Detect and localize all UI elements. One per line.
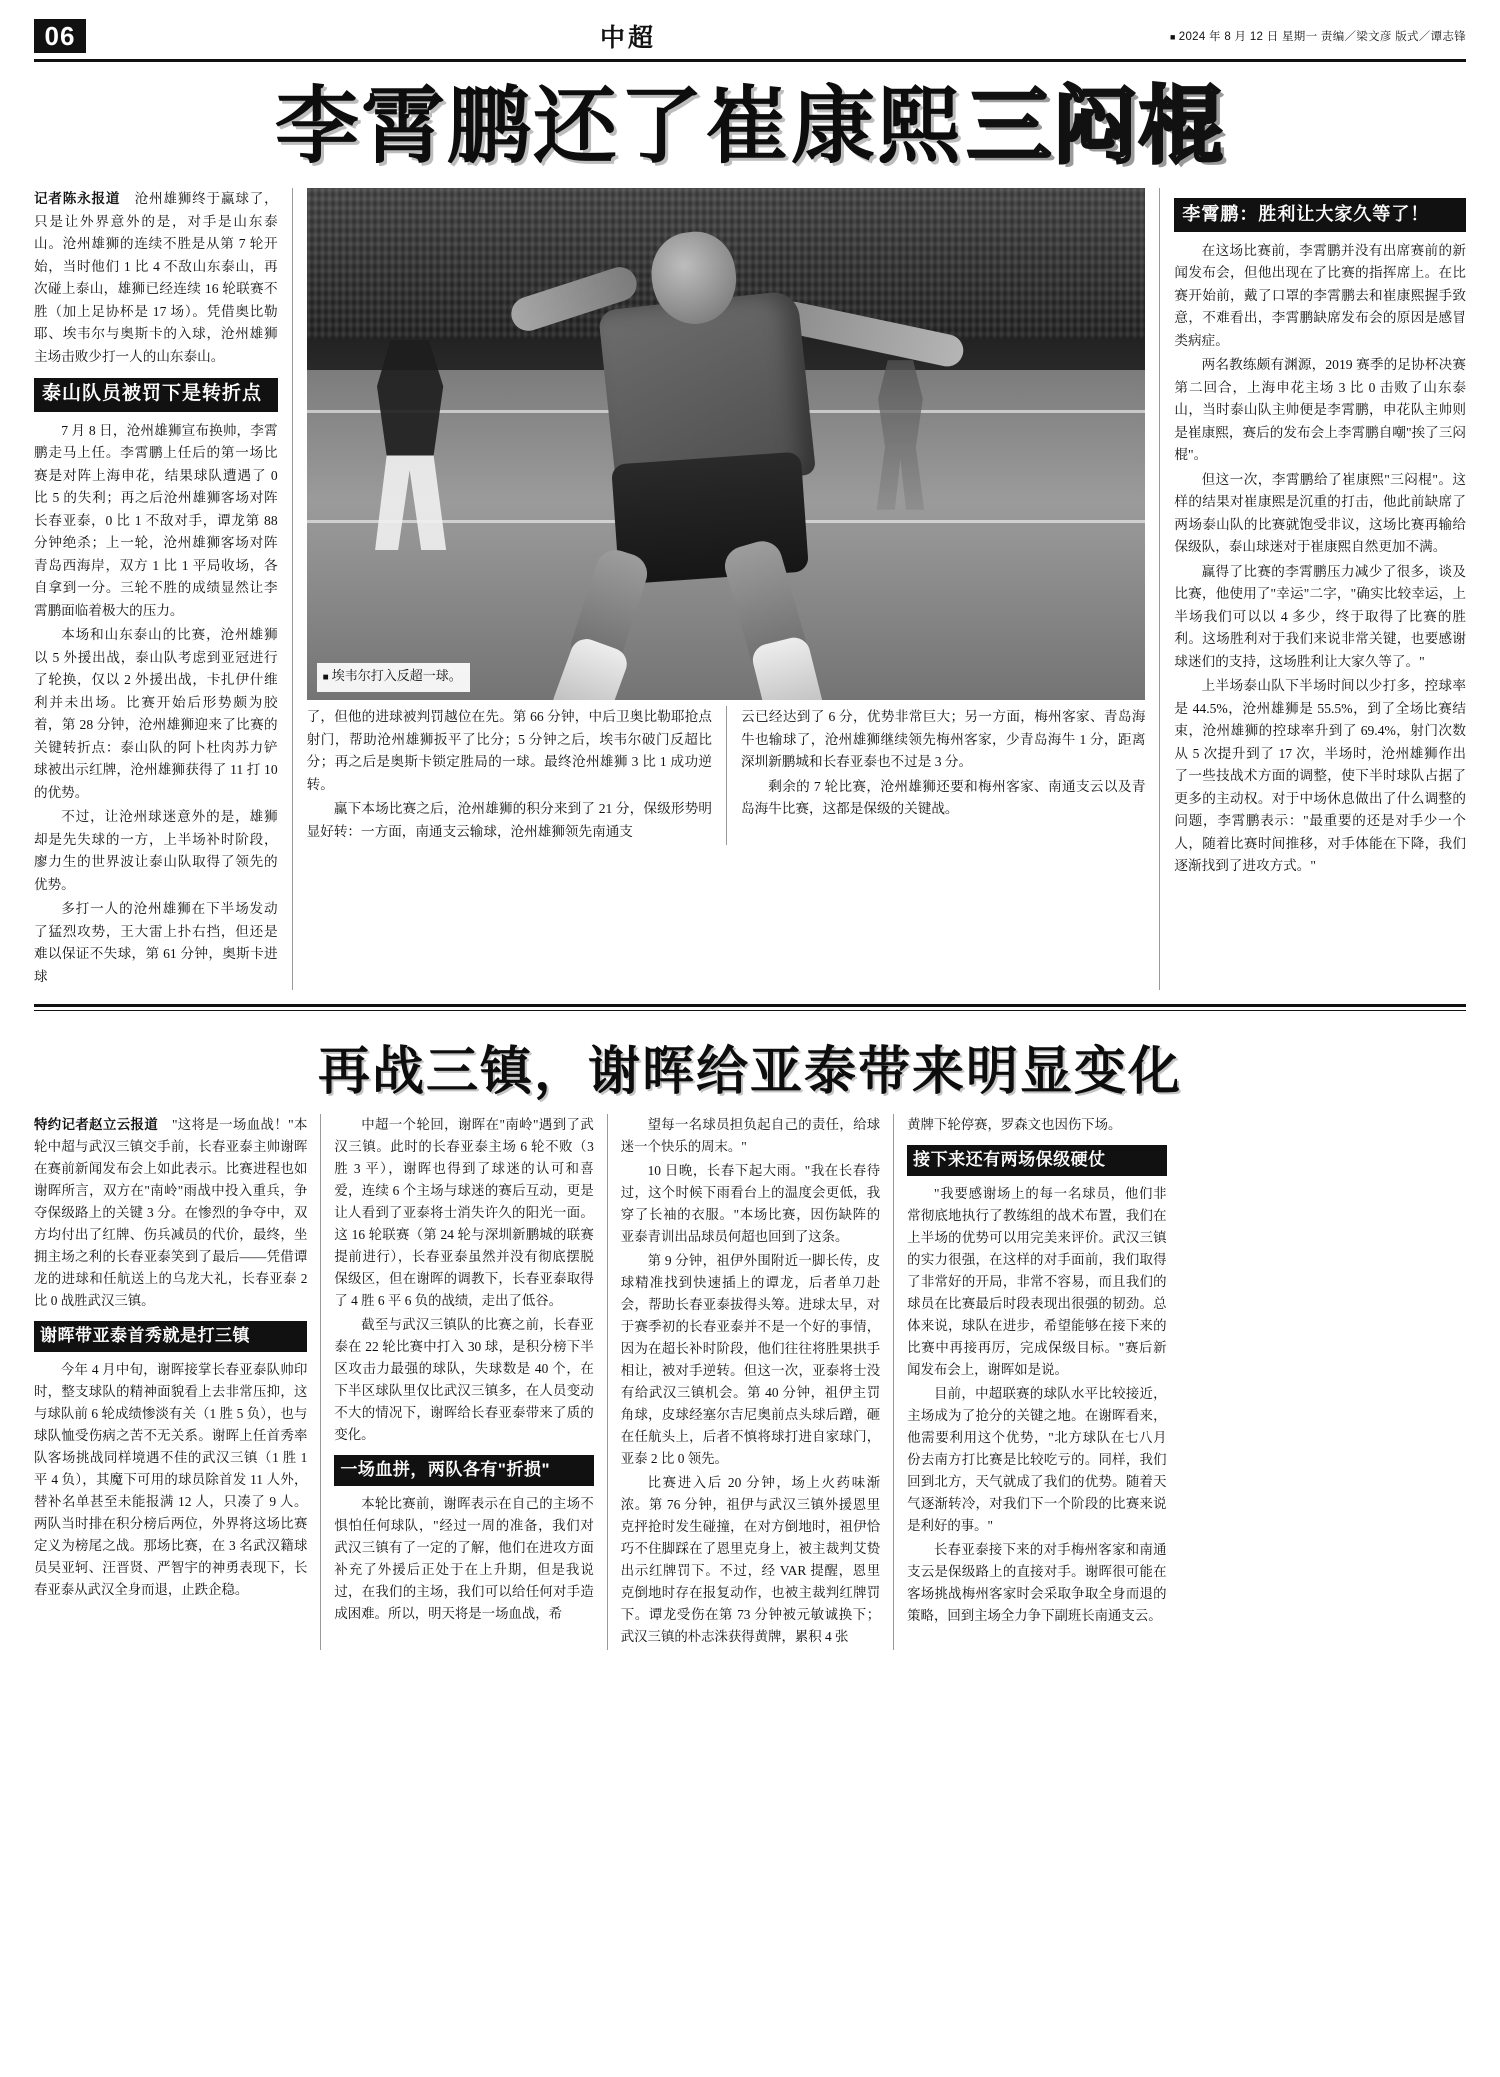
square-bullet-icon: ■ (322, 671, 329, 683)
lead-paragraph (34, 1114, 307, 1312)
paragraph: 7 月 8 日，沧州雄狮宣布换帅，李霄鹏走马上任。李霄鹏上任后的第一场比赛是对阵上海申花，结果球队遭遇了 0 比 5 的失利；再之后沧州雄狮客场对阵长春亚泰，0 比 1 不敌对手，谭龙第 88 分钟绝杀；上一轮，沧州雄狮客场对阵青岛西海岸，双方 1 比 1 平局收场，各自拿到一分。三轮不胜的成绩显然让李霄鹏面临着极大的压力。 (34, 422, 278, 618)
paragraph: 截至与武汉三镇队的比赛之前，长春亚泰在 22 轮比赛中打入 30 球，是积分榜下半区攻击力最强的球队，失球数是 40 个，在下半区球队里仅比武汉三镇多，在人员变动不大的情况下，谢晖给长春亚泰带来了质的变化。 (334, 1317, 594, 1442)
paragraph: 10 日晚，长春下起大雨。"我在长春待过，这个时候下雨看台上的温度会更低，我穿了长袖的衣服。"本场比赛，因伤缺阵的亚泰青训出品球员何超也回到了这条。 (620, 1163, 881, 1244)
photo-caption-text: 埃韦尔打入反超一球。 (331, 667, 462, 683)
paragraph: 比赛进入后 20 分钟，场上火药味渐浓。第 76 分钟，祖伊与武汉三镇外援恩里克抨抢时发生碰撞，在对方倒地时，祖伊恰巧不住脚踩在了恩里克身上，被主裁判艾贽出示红牌罚下。不过，经 VAR 提醒，恩里克倒地时存在报复动作，也被主裁判红牌罚下。谭龙受伤在第 73 分钟被元敏诚换下；武汉三镇的朴志洙获得黄牌，累积 4 张 (620, 1475, 881, 1644)
paragraph: 黄牌下轮停赛，罗森文也因伤下场。 (907, 1117, 1122, 1132)
paragraph: 但这一次，李霄鹏给了崔康熙"三闷棍"。这样的结果对崔康熙是沉重的打击，他此前缺席了两场泰山队的比赛就饱受非议，这场比赛再输给保级队，泰山球迷对于崔康熙自然更加不满。 (1174, 471, 1466, 554)
bottom-column-1 (34, 1114, 320, 1650)
section-title: 中超 (600, 23, 657, 52)
main-headline (34, 76, 1466, 180)
masthead (34, 18, 1466, 62)
subhead-turning-point: 泰山队员被罚下是转折点 (34, 378, 278, 412)
headline-plain-part: 李霄鹏还了崔康熙 (274, 79, 963, 173)
celebrating-player-figure (487, 190, 1007, 660)
bottom-column-4 (893, 1114, 1179, 1650)
article-column-left (34, 188, 292, 990)
bottom-article (34, 1114, 1466, 1650)
top-article (34, 188, 1466, 990)
masthead-meta-text: 2024 年 8 月 12 日 星期一 责编／梁文彦 版式／谭志锋 (1178, 30, 1466, 43)
lead-paragraph (34, 188, 278, 368)
paragraph: 上半场泰山队下半场时间以少打多，控球率是 44.5%，沧州雄狮是 55.5%，到了全场比赛结束，沧州雄狮的控球率升到了 69.4%，射门次数从 5 次提升到了 17 次，半场时，沧州雄狮作出了一些技战术方面的调整，使下半时球队占据了更多的主动权。对于中场休息做出了什么调整的问题，李霄鹏表示："最重要的还是对手少一个人，随着比赛时间推移，对手体能在下降，我们逐渐找到了进攻方式。" (1174, 678, 1466, 873)
masthead-meta (1170, 28, 1466, 44)
photo-caption (317, 663, 470, 693)
paragraph: 中超一个轮回，谢晖在"南岭"遇到了武汉三镇。此时的长春亚泰主场 6 轮不败（3 胜 3 平），谢晖也得到了球迷的认可和喜爱，连续 6 个主场与球迷的赛后互动，更是让人看到了亚泰将士消失许久的阳光一面。这 16 轮联赛（第 24 轮与深圳新鹏城的联赛提前进行），长春亚泰虽然并没有彻底摆脱保级区，但在谢晖的调教下，长春亚泰取得了 4 胜 6 平 6 负的战绩，走出了低谷。 (334, 1117, 594, 1308)
paragraph: 今年 4 月中旬，谢晖接掌长春亚泰队帅印时，整支球队的精神面貌看上去非常压抑，这与球队前 6 轮成绩惨淡有关（1 胜 5 负），也与球队恤受伤病之苦不无关系。谢晖上任首秀率队客场挑战同样境遇不佳的武汉三镇（1 胜 1 平 4 负），其魔下可用的球员除首发 11 人外，替补名单甚至未能报满 12 人，只凑了 9 人。两队当时排在积分榜后两位，外界将这场比赛定义为榜尾之战。那场比赛，在 3 名武汉籍球员吴亚轲、汪晋贤、严智宇的神勇表现下，长春亚泰从武汉全身而退，止跌企稳。 (34, 1362, 308, 1597)
subhead-xie-hui-debut: 谢晖带亚泰首秀就是打三镇 (34, 1321, 307, 1352)
section-divider-thin (34, 1010, 1466, 1011)
paragraph: 两名教练颇有渊源，2019 赛季的足协杯决赛第二回合，上海申花主场 3 比 0 击败了山东泰山，当时泰山队主帅便是李霄鹏，申花队主帅则是崔康熙，赛后的发布会上李霄鹏自嘲"挨了三闷棍"。 (1174, 357, 1466, 462)
subhead-blood-battle: 一场血拼，两队各有"折损" (334, 1455, 593, 1486)
article-column-center (293, 188, 1160, 990)
subhead-two-relegation-battles: 接下来还有两场保级硬仗 (907, 1145, 1166, 1176)
page-number: 06 (34, 19, 86, 53)
article-column-right (1160, 188, 1466, 990)
section-divider (34, 1004, 1466, 1007)
paragraph: 目前，中超联赛的球队水平比较接近，主场成为了抢分的关键之地。在谢晖看来，他需要利用这个优势，"北方球队在七八月份去南方打比赛是比较吃亏的。同样，我们回到北方，天气就成了我们的优势。随着天气逐渐转冷，对我们下一个阶段的比赛来说是利好的事。" (907, 1386, 1167, 1533)
paragraph: 不过，让沧州球迷意外的是，雄狮却是先失球的一方，上半场补时阶段，廖力生的世界波让泰山队取得了领先的优势。 (34, 809, 278, 892)
paragraph: 云已经达到了 6 分，优势非常巨大；另一方面，梅州客家、青岛海牛也输球了，沧州雄狮继续领先梅州客家，少青岛海牛 1 分，距离深圳新鹏城和长春亚泰也不过是 3 分。 (741, 709, 1146, 769)
paragraph: "我要感谢场上的每一名球员，他们非常彻底地执行了教练组的战术布置，我们在上半场的优势可以用完美来评价。武汉三镇的实力很强，在这样的对手面前，我们取得了非常好的开局，非常不容易，而且我们的球员在比赛最后时段表现出很强的韧劲。总体来说，球队在进步，希望能够在接下来的比赛中再接再厉，完成保级目标。"赛后新闻发布会上，谢晖如是说。 (907, 1186, 1167, 1377)
bottom-column-3 (607, 1114, 893, 1650)
paragraph: 本场和山东泰山的比赛，沧州雄狮以 5 外援出战，泰山队考虑到亚冠进行了轮换，仅以 2 外援出战，卡扎伊什维利并未出场。比赛开始后形势颇为胶着，第 28 分钟，沧州雄狮迎来了比赛的关键转折点：泰山队的阿卜杜肉苏力铲球被出示红牌，沧州雄狮获得了 11 打 10 的优势。 (34, 627, 278, 800)
paragraph: 赢得了比赛的李霄鹏压力减少了很多，谈及比赛，他使用了"幸运"二字，"确实比较幸运，上半场我们可以以 4 多少，终于取得了比赛的胜利。这场胜利对于我们来说非常关键，也要感谢球迷们的支持，这场胜利让大家久等了。" (1174, 563, 1466, 669)
subhead-coach-quote: 李霄鹏：胜利让大家久等了！ (1174, 198, 1466, 232)
byline: 特约记者赵立云报道 (34, 1117, 159, 1132)
lead-text: 沧州雄狮终于赢球了，只是让外界意外的是，对手是山东泰山。沧州雄狮的连续不胜是从第 7 轮开始，当时他们 1 比 4 不敌山东泰山，再次碰上泰山，雄狮已经连续 16 轮联赛不胜（加上足协杯是 17 场）。凭借奥比勒耶、埃韦尔与奥斯卡的入球，沧州雄狮主场击败少打一人的山东泰山。 (34, 191, 278, 364)
byline: 记者陈永报道 (34, 191, 121, 206)
headline-outline-part: 三闷棍 (967, 79, 1226, 173)
paragraph: 第 9 分钟，祖伊外围附近一脚长传，皮球精准找到快速插上的谭龙，后者单刀赴会，帮助长春亚泰拔得头筹。进球太早，对于赛季初的长春亚泰并不是一个好的事情，因为在超长补时阶段，他们往往将胜果拱手相让，被对手逆转。但这一次，亚泰将士没有给武汉三镇机会。第 40 分钟，祖伊主罚角球，皮球经塞尔吉尼奥前点头球后蹭，砸在任航头上，后者不慎将球打进自家球门，亚泰 2 比 0 领先。 (620, 1253, 881, 1466)
center-text-column-1 (307, 706, 726, 845)
square-bullet-icon: ■ (1170, 31, 1176, 42)
paragraph: 了，但他的进球被判罚越位在先。第 66 分钟，中后卫奥比勒耶抢点射门，帮助沧州雄狮扳平了比分；5 分钟之后，埃韦尔破门反超比分；再之后是奥斯卡锁定胜局的一球。最终沧州雄狮 3 比 1 成功逆转。 (306, 709, 713, 792)
paragraph: 长春亚泰接下来的对手梅州客家和南通支云是保级路上的直接对手。谢晖很可能在客场挑战梅州客家时会采取争取全身而退的策略，回到主场全力争下副班长南通支云。 (907, 1542, 1167, 1623)
match-photo (307, 188, 1146, 700)
center-text-column-2 (726, 706, 1145, 845)
paragraph: 在这场比赛前，李霄鹏并没有出席赛前的新闻发布会，但他出现在了比赛的指挥席上。在比赛开始前，戴了口罩的李霄鹏去和崔康熙握手致意，不难看出，李霄鹏缺席发布会的原因是感冒类病症。 (1174, 242, 1466, 348)
paragraph: 赢下本场比赛之后，沧州雄狮的积分来到了 21 分，保级形势明显好转：一方面，南通支云输球，沧州雄狮领先南通支 (306, 801, 713, 839)
bottom-column-2 (320, 1114, 606, 1650)
secondary-headline: 再战三镇，谢晖给亚泰带来明显变化 (317, 1043, 1182, 1101)
paragraph: 本轮比赛前，谢晖表示在自己的主场不惧怕任何球队，"经过一周的准备，我们对武汉三镇有了一定的了解，他们在进攻方面补充了外援后正处于在上升期，但是我说过，在我们的主场，我们可以给任何对手造成困难。所以，明天将是一场血战，希 (334, 1496, 594, 1621)
paragraph: 望每一名球员担负起自己的责任，给球迷一个快乐的周末。" (620, 1117, 881, 1154)
paragraph: 剩余的 7 轮比赛，沧州雄狮还要和梅州客家、南通支云以及青岛海牛比赛，这都是保级的关键战。 (741, 778, 1146, 816)
lead-text: "这将是一场血战！"本轮中超与武汉三镇交手前，长春亚泰主帅谢晖在赛前新闻发布会上如此表示。比赛进程也如谢晖所言，双方在"南岭"雨战中投入重兵，争夺保级路上的关键 3 分。在惨烈的争夺中，双方均付出了红牌、伤兵减员的代价，最终，坐拥主场之利的长春亚泰笑到了最后——凭借谭龙的进球和任航送上的乌龙大礼，长春亚泰 2 比 0 战胜武汉三镇。 (34, 1117, 308, 1308)
paragraph: 多打一人的沧州雄狮在下半场发动了猛烈攻势，王大雷上扑右挡，但还是难以保证不失球，第 61 分钟，奥斯卡进球 (34, 901, 278, 984)
